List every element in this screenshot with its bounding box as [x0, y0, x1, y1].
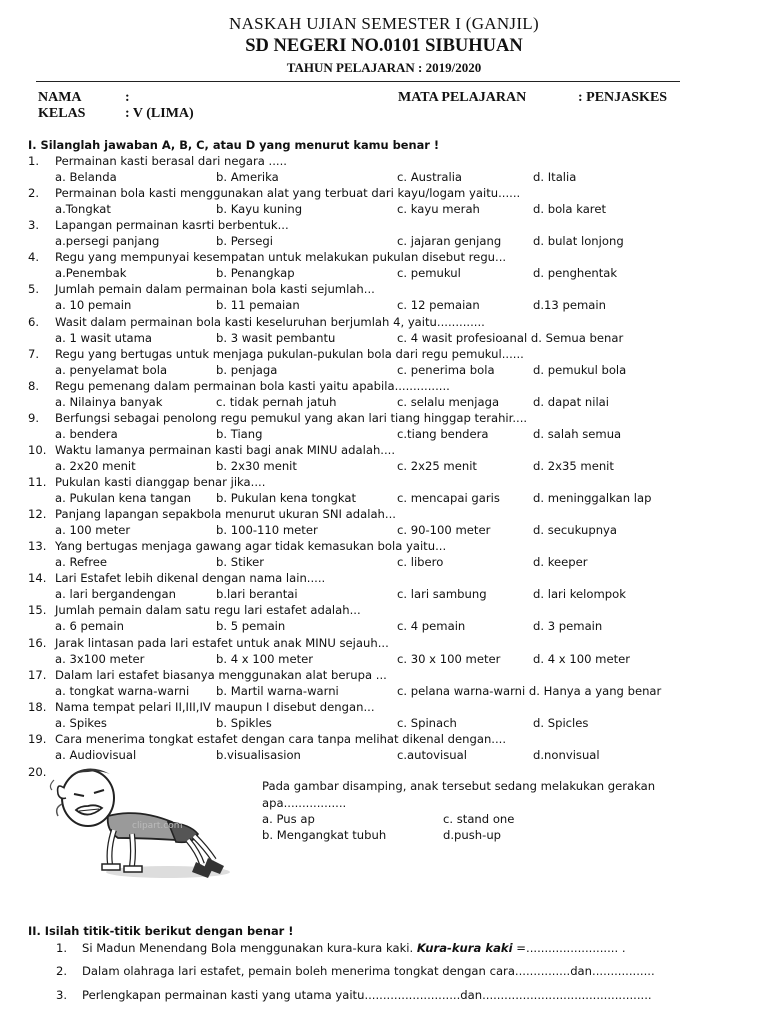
question-16-number: 16. — [28, 635, 47, 650]
question-2-option-a[interactable]: a.Tongkat — [55, 202, 111, 217]
question-14-option-c[interactable]: c. lari sambung — [397, 587, 487, 602]
fill-item-3-number: 3. — [56, 988, 68, 1002]
question-16-text: Jarak lintasan pada lari estafet untuk anak MINU sejauh... — [55, 635, 389, 650]
question-18-number: 18. — [28, 699, 47, 714]
question-2-number: 2. — [28, 186, 40, 201]
question-16-option-b[interactable]: b. 4 x 100 meter — [216, 651, 314, 666]
question-20-text-2: apa................. — [262, 796, 347, 810]
question-20-option-c[interactable]: c. stand one — [443, 812, 515, 826]
question-12-option-a[interactable]: a. 100 meter — [55, 523, 131, 538]
question-4-number: 4. — [28, 250, 40, 265]
question-8-text: Regu pemenang dalam permainan bola kasti yaitu apabila............... — [55, 378, 450, 393]
question-6-option-b[interactable]: b. 3 wasit pembantu — [216, 330, 336, 345]
question-15-text: Jumlah pemain dalam satu regu lari estafet adalah... — [55, 603, 361, 618]
question-1-option-b[interactable]: b. Amerika — [216, 170, 279, 184]
question-1-option-d[interactable]: d. Italia — [533, 170, 577, 184]
question-18-text: Nama tempat pelari II,III,IV maupun I disebut dengan... — [55, 699, 375, 714]
question-5-option-c[interactable]: c. 12 pemaian — [397, 298, 480, 313]
question-3-option-c[interactable]: c. jajaran genjang — [397, 234, 502, 249]
question-20-number: 20. — [28, 765, 47, 779]
question-5-option-b[interactable]: b. 11 pemaian — [216, 298, 300, 313]
question-3-option-d[interactable]: d. bulat lonjong — [533, 234, 624, 249]
question-7-option-c[interactable]: c. penerima bola — [397, 362, 495, 377]
question-10-option-b[interactable]: b. 2x30 menit — [216, 458, 297, 473]
section-1-title: I. Silanglah jawaban A, B, C, atau D yang menurut kamu benar ! — [28, 138, 440, 152]
question-3-text: Lapangan permainan kasrti berbentuk... — [55, 218, 289, 233]
question-13-option-c[interactable]: c. libero — [397, 555, 444, 570]
question-19-number: 19. — [28, 731, 47, 746]
nama-colon: : — [125, 90, 130, 105]
question-18-option-b[interactable]: b. Spikles — [216, 715, 272, 730]
question-9-option-b[interactable]: b. Tiang — [216, 426, 263, 441]
question-14-option-a[interactable]: a. lari bergandengan — [55, 587, 176, 602]
mapel-label: MATA PELAJARAN — [398, 90, 527, 105]
question-7-option-d[interactable]: d. pemukul bola — [533, 362, 627, 377]
question-20-text-1: Pada gambar disamping, anak tersebut sedang melakukan gerakan — [262, 779, 656, 793]
question-2-option-c[interactable]: c. kayu merah — [397, 202, 480, 217]
exam-title: NASKAH UJIAN SEMESTER I (GANJIL) — [229, 14, 539, 33]
question-20-option-b[interactable]: b. Mengangkat tubuh — [262, 828, 387, 842]
question-4-option-c[interactable]: c. pemukul — [397, 266, 461, 281]
question-3-number: 3. — [28, 218, 40, 233]
question-11-number: 11. — [28, 475, 47, 489]
question-7-text: Regu yang bertugas untuk menjaga pukulan-pukulan bola dari regu pemukul...... — [55, 346, 524, 361]
question-14-number: 14. — [28, 571, 47, 586]
question-4-option-d[interactable]: d. penghentak — [533, 266, 618, 281]
question-5-number: 5. — [28, 282, 40, 297]
question-15-option-c[interactable]: c. 4 pemain — [397, 619, 466, 634]
question-20-option-a[interactable]: a. Pus ap — [262, 812, 315, 826]
question-9-option-d[interactable]: d. salah semua — [533, 426, 622, 441]
question-7-option-b[interactable]: b. penjaga — [216, 362, 278, 377]
clipart-watermark: clipart.com — [132, 821, 183, 831]
question-10-option-a[interactable]: a. 2x20 menit — [55, 458, 136, 473]
question-17-option-b[interactable]: b. Martil warna-warni — [216, 683, 339, 698]
question-15-number: 15. — [28, 603, 47, 618]
push-up-cartoon-icon — [48, 760, 230, 882]
question-18-option-c[interactable]: c. Spinach — [397, 715, 457, 730]
question-19-option-d[interactable]: d.nonvisual — [533, 747, 600, 762]
question-18-option-d[interactable]: d. Spicles — [533, 715, 589, 730]
question-9-number: 9. — [28, 410, 40, 425]
question-11-option-d[interactable]: d. meninggalkan lap — [533, 491, 652, 505]
question-17-text: Dalam lari estafet biasanya menggunakan alat berupa ... — [55, 667, 387, 682]
nama-label: NAMA — [38, 90, 82, 105]
question-4-option-b[interactable]: b. Penangkap — [216, 266, 295, 281]
question-6-option-c[interactable]: c. 4 wasit profesioanal d. Semua benar — [397, 330, 624, 345]
question-4-text: Regu yang mempunyai kesempatan untuk melakukan pukulan disebut regu... — [55, 250, 507, 265]
question-17-option-c[interactable]: c. pelana warna-warni d. Hanya a yang benar — [397, 683, 662, 698]
question-13-text: Yang bertugas menjaga gawang agar tidak kemasukan bola yaitu... — [55, 539, 447, 554]
question-19-option-c[interactable]: c.autovisual — [397, 747, 467, 762]
question-14-text: Lari Estafet lebih dikenal dengan nama lain..... — [55, 571, 326, 586]
question-15-option-d[interactable]: d. 3 pemain — [533, 619, 603, 634]
question-3-option-b[interactable]: b. Persegi — [216, 234, 273, 249]
question-8-option-b[interactable]: c. tidak pernah jatuh — [216, 394, 337, 409]
question-4-option-a[interactable]: a.Penembak — [55, 266, 127, 281]
question-6-number: 6. — [28, 314, 40, 329]
question-13-option-a[interactable]: a. Refree — [55, 555, 108, 570]
question-6-option-a[interactable]: a. 1 wasit utama — [55, 330, 153, 345]
question-16-option-d[interactable]: d. 4 x 100 meter — [533, 651, 631, 666]
fill-item-1-pre: Si Madun Menendang Bola menggunakan kura-kura kaki. — [82, 941, 414, 955]
question-8-option-a[interactable]: a. Nilainya banyak — [55, 394, 163, 409]
question-8-option-c[interactable]: c. selalu menjaga — [397, 394, 500, 409]
question-20-option-d[interactable]: d.push-up — [443, 828, 502, 842]
question-17-option-a[interactable]: a. tongkat warna-warni — [55, 683, 190, 698]
question-15-option-a[interactable]: a. 6 pemain — [55, 619, 124, 634]
question-9-option-a[interactable]: a. bendera — [55, 426, 118, 441]
question-11-option-c[interactable]: c. mencapai garis — [397, 491, 500, 505]
question-10-text: Waktu lamanya permainan kasti bagi anak MINU adalah.... — [55, 442, 396, 457]
question-1-option-a[interactable]: a. Belanda — [55, 170, 117, 184]
fill-item-2-number: 2. — [56, 964, 68, 978]
fill-item-1-number: 1. — [56, 941, 68, 955]
question-13-number: 13. — [28, 539, 47, 554]
section-2-title: II. Isilah titik-titik berikut dengan benar ! — [28, 924, 294, 938]
kelas-value: : V (LIMA) — [125, 106, 194, 121]
question-13-option-d[interactable]: d. keeper — [533, 555, 588, 570]
question-2-option-d[interactable]: d. bola karet — [533, 202, 606, 217]
question-7-number: 7. — [28, 346, 40, 361]
question-15-option-b[interactable]: b. 5 pemain — [216, 619, 286, 634]
question-16-option-c[interactable]: c. 30 x 100 meter — [397, 651, 501, 666]
school-name: SD NEGERI NO.0101 SIBUHUAN — [245, 36, 523, 56]
question-19-option-a[interactable]: a. Audiovisual — [55, 747, 137, 762]
question-1-text: Permainan kasti berasal dari negara ..... — [55, 154, 287, 168]
question-13-option-b[interactable]: b. Stiker — [216, 555, 265, 570]
question-5-text: Jumlah pemain dalam permainan bola kasti sejumlah... — [55, 282, 375, 297]
question-1-number: 1. — [28, 154, 40, 168]
question-16-option-a[interactable]: a. 3x100 meter — [55, 651, 145, 666]
fill-item-1-text — [82, 941, 626, 955]
question-7-option-a[interactable]: a. penyelamat bola — [55, 362, 168, 377]
kelas-label: KELAS — [38, 106, 86, 121]
question-14-option-b[interactable]: b.lari berantai — [216, 587, 298, 602]
question-14-option-d[interactable]: d. lari kelompok — [533, 587, 626, 602]
fill-item-2-text[interactable]: Dalam olahraga lari estafet, pemain boleh menerima tongkat dengan cara...............dan................. — [82, 964, 655, 978]
question-12-option-c[interactable]: c. 90-100 meter — [397, 523, 491, 538]
question-6-text: Wasit dalam permainan bola kasti keseluruhan berjumlah 4, yaitu............. — [55, 314, 485, 329]
question-12-option-b[interactable]: b. 100-110 meter — [216, 523, 318, 538]
mapel-value: : PENJASKES — [578, 90, 668, 105]
question-17-number: 17. — [28, 667, 47, 682]
question-12-number: 12. — [28, 507, 47, 522]
question-8-option-d[interactable]: d. dapat nilai — [533, 394, 610, 409]
question-8-number: 8. — [28, 378, 40, 393]
fill-item-1-blank[interactable]: =......................... . — [516, 941, 626, 955]
question-11-text: Pukulan kasti dianggap benar jika.... — [55, 475, 266, 489]
question-3-option-a[interactable]: a.persegi panjang — [55, 234, 160, 249]
question-9-option-c[interactable]: c.tiang bendera — [397, 426, 489, 441]
fill-item-1-emphasis: Kura-kura kaki — [416, 941, 513, 955]
question-5-option-a[interactable]: a. 10 pemain — [55, 298, 132, 313]
question-10-option-c[interactable]: c. 2x25 menit — [397, 458, 477, 473]
fill-item-3-text[interactable]: Perlengkapan permainan kasti yang utama yaitu..........................dan.............................................. — [82, 988, 652, 1002]
question-2-text: Permainan bola kasti menggunakan alat yang terbuat dari kayu/logam yaitu...... — [55, 186, 521, 201]
header-divider — [36, 81, 680, 82]
question-18-option-a[interactable]: a. Spikes — [55, 715, 107, 730]
academic-year: TAHUN PELAJARAN : 2019/2020 — [286, 60, 482, 75]
question-12-text: Panjang lapangan sepakbola menurut ukuran SNI adalah... — [55, 507, 396, 522]
question-1-option-c[interactable]: c. Australia — [397, 170, 463, 184]
question-19-text: Cara menerima tongkat estafet dengan cara tanpa melihat dikenal dengan.... — [55, 731, 507, 746]
question-9-text: Berfungsi sebagai penolong regu pemukul yang akan lari tiang hinggap terahir.... — [55, 410, 528, 425]
question-12-option-d[interactable]: d. secukupnya — [533, 523, 618, 538]
question-10-number: 10. — [28, 442, 47, 457]
question-11-option-b[interactable]: b. Pukulan kena tongkat — [216, 491, 357, 505]
question-10-option-d[interactable]: d. 2x35 menit — [533, 458, 614, 473]
question-5-option-d[interactable]: d.13 pemain — [533, 298, 606, 313]
question-11-option-a[interactable]: a. Pukulan kena tangan — [55, 491, 192, 505]
question-2-option-b[interactable]: b. Kayu kuning — [216, 202, 303, 217]
question-19-option-b[interactable]: b.visualisasion — [216, 747, 301, 762]
